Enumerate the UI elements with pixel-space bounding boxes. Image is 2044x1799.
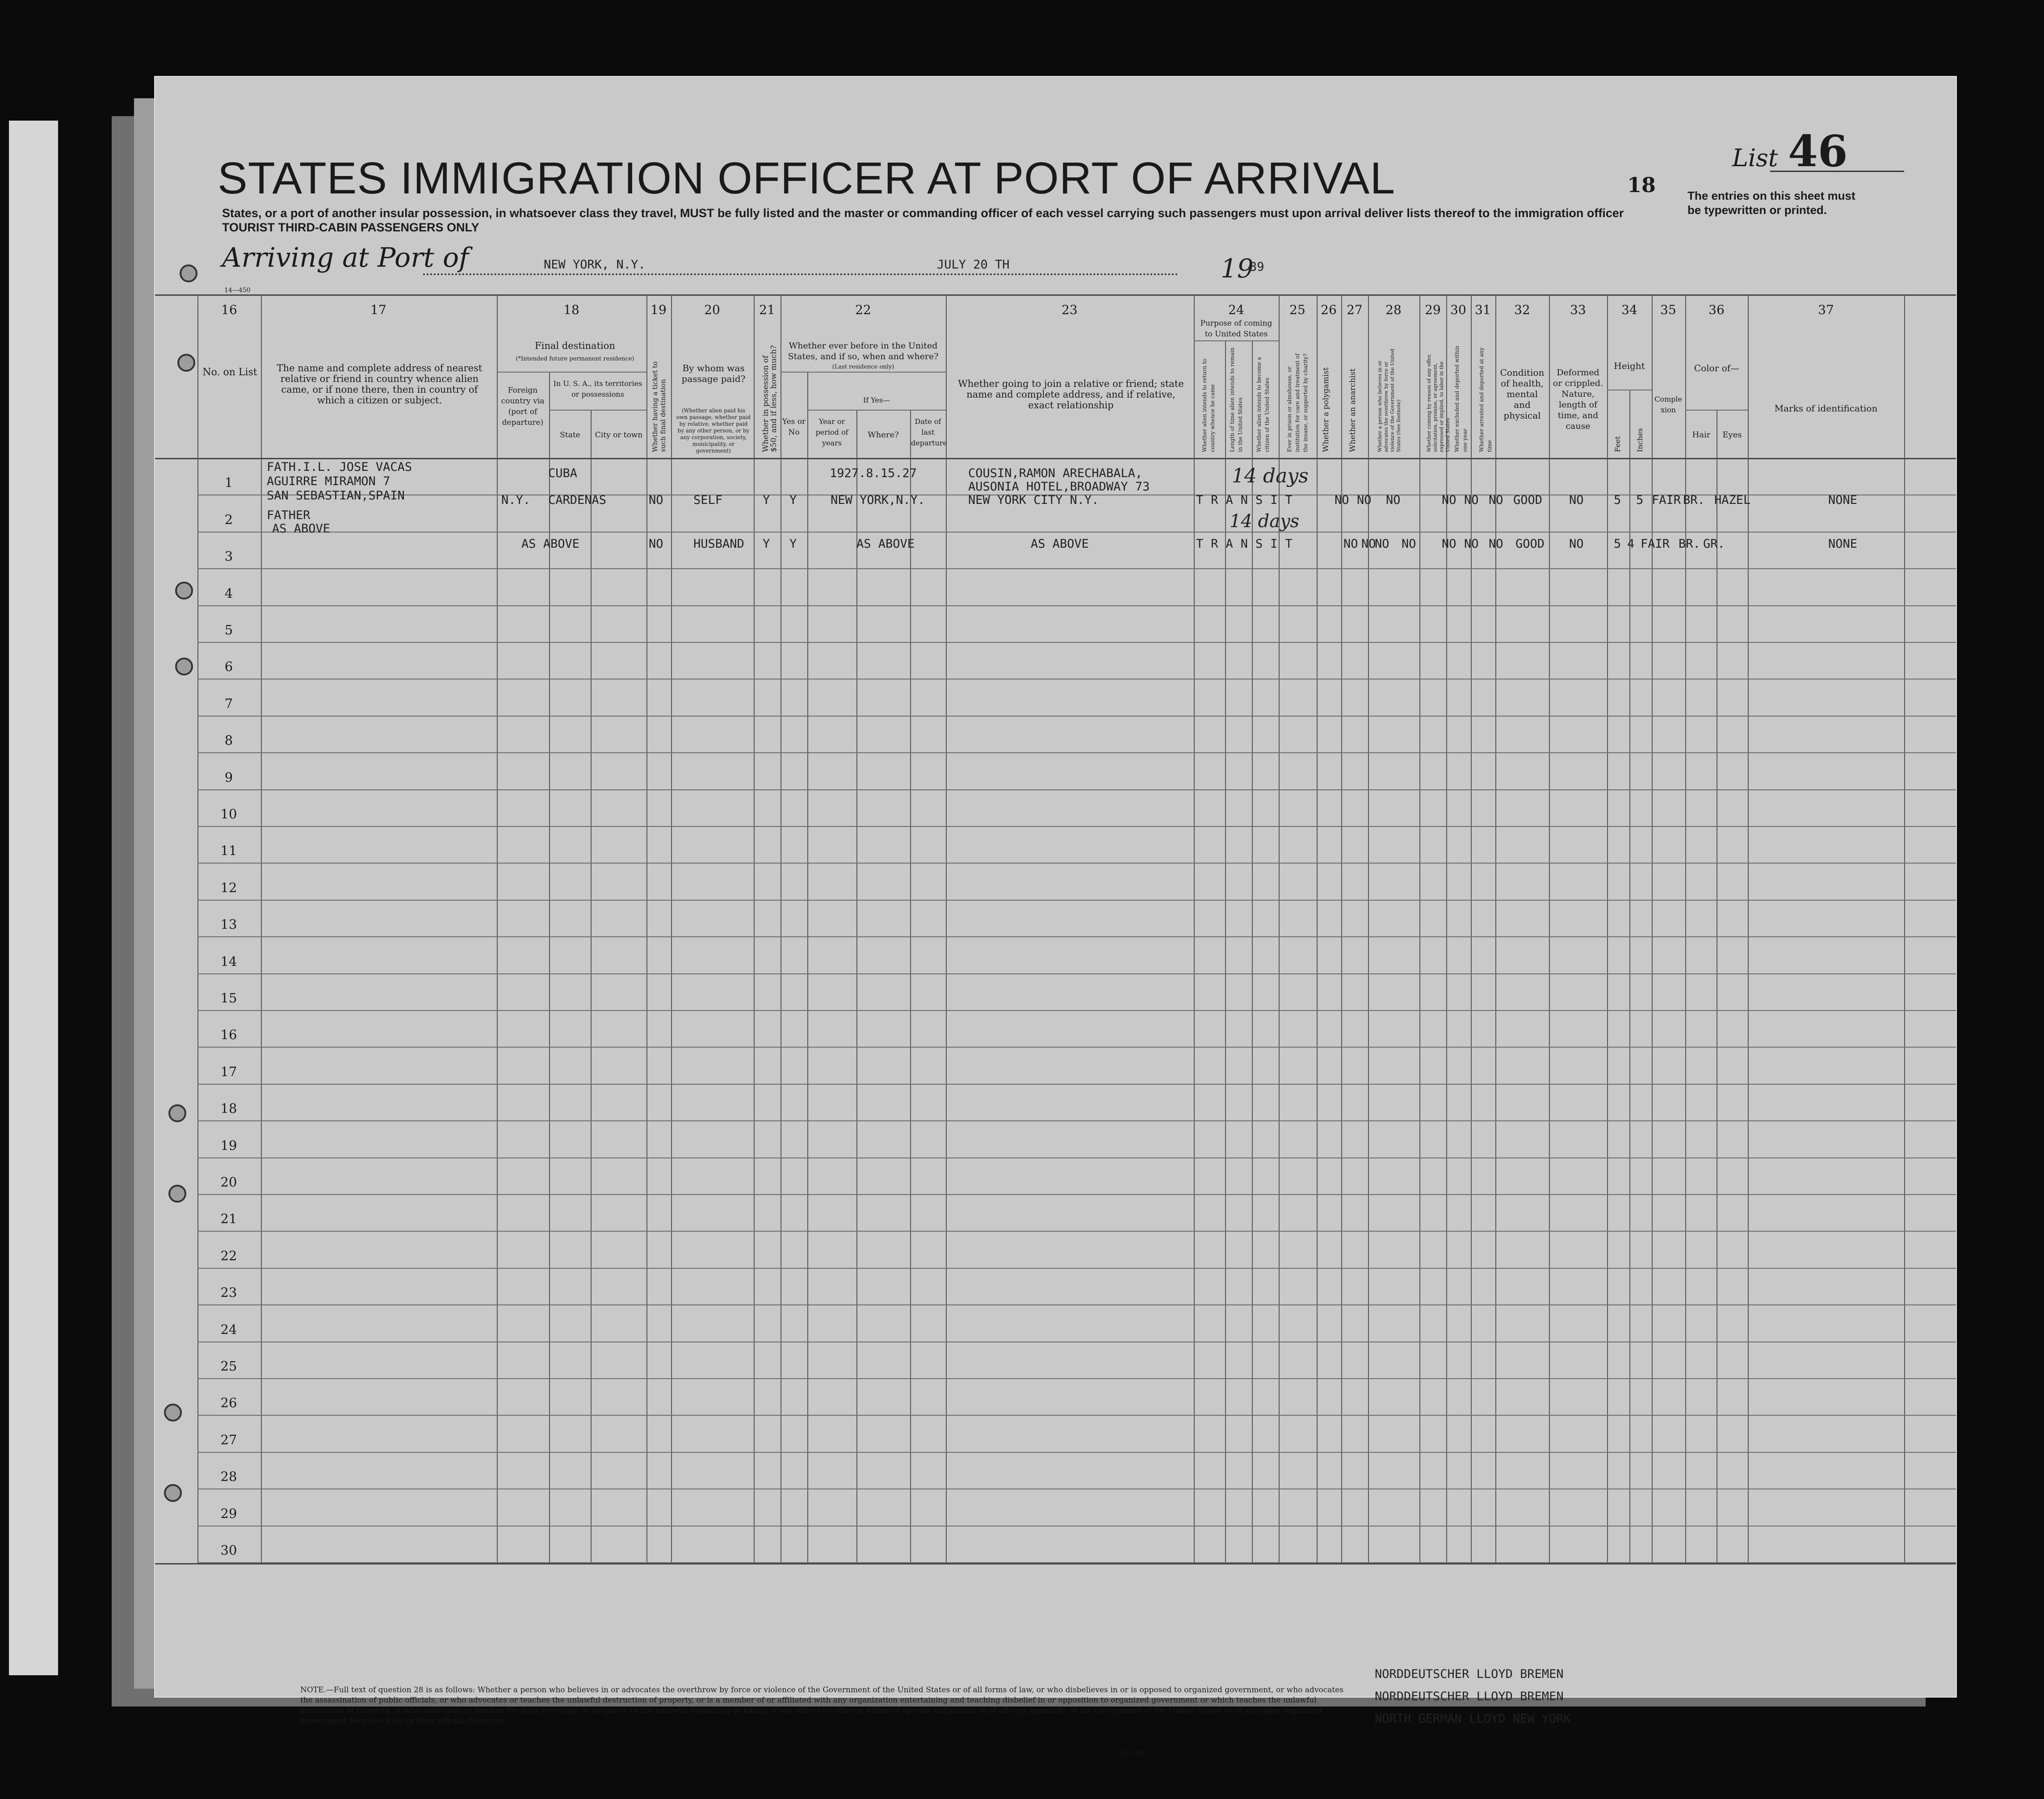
q29: NO <box>1442 493 1456 507</box>
date-value: JULY 20 TH <box>937 258 1010 272</box>
row-number: 28 <box>220 1469 237 1484</box>
header-complexion: Complexion <box>1654 395 1682 414</box>
joining-line: NEW YORK CITY N.Y. <box>968 493 1099 507</box>
row-rule <box>197 789 1956 790</box>
row-rule <box>197 1378 1956 1379</box>
row-rule <box>197 752 1956 753</box>
col-line <box>1194 294 1195 1563</box>
height-inches: 5 <box>1636 493 1644 507</box>
marks: NONE <box>1828 537 1858 551</box>
header-hair: Hair <box>1692 430 1711 440</box>
header-by-whom-note: (Whether alien paid his own passage, whether paid by relative, whether paid by any other person, or by any corporation, society, municipality, or government) <box>676 407 751 454</box>
row-rule <box>197 1415 1956 1416</box>
col-line <box>1652 294 1653 1563</box>
row-number: 15 <box>220 990 237 1006</box>
row-rule <box>197 642 1956 643</box>
where: NEW YORK,N.Y. <box>831 493 925 507</box>
table-bottom-border <box>155 1563 1956 1564</box>
header-joining: Whether going to join a relative or friend; state name and complete address, and if relative, exact relationship <box>958 378 1184 411</box>
ticket: NO <box>649 537 663 551</box>
header-last-residence: (Last residence only) <box>832 364 894 370</box>
header-health: Condition of health, mental and physical <box>1500 367 1545 421</box>
relative-line: FATH.I.L. JOSE VACAS <box>267 460 412 474</box>
purpose: TRANSIT <box>1196 537 1300 551</box>
header-relative: The name and complete address of nearest relative or friend in country whence alien came, or if none there, then in country of which a citizen or subject. <box>277 363 483 406</box>
year-period: 1927.8.15.27 <box>830 466 917 480</box>
header-polygamist: Whether a polygamist <box>1322 367 1330 452</box>
col-line <box>946 294 947 1563</box>
header-foreign-country: Foreign country via (port of departure) <box>501 386 545 427</box>
column-number: 33 <box>1570 302 1586 317</box>
purpose: TRANSIT <box>1196 493 1300 507</box>
row-rule <box>197 1562 1956 1563</box>
q31: NO <box>1489 537 1503 551</box>
col-line <box>261 294 262 1563</box>
joining-line: COUSIN,RAMON ARECHABALA, <box>968 466 1143 480</box>
header-q29: Whether coming by reason of any offer, solicitation, promise, or agreement, expressed or implied, to labor in the United States <box>1426 354 1451 452</box>
row-number: 14 <box>220 953 237 969</box>
row-rule <box>197 1452 1956 1453</box>
ticket: NO <box>649 493 663 507</box>
column-number: 30 <box>1450 302 1466 317</box>
column-number: 27 <box>1347 302 1363 317</box>
row-rule <box>197 1194 1956 1195</box>
adjacent-page-edge <box>9 121 58 1675</box>
col-line <box>754 294 755 1563</box>
entries-note <box>1687 189 1855 217</box>
port-dotted-line <box>423 273 1178 275</box>
header-if-yes: If Yes— <box>863 396 890 404</box>
form-code: 14—450 <box>224 287 251 294</box>
column-number: 19 <box>651 302 667 317</box>
length-of-stay: 14 days <box>1232 465 1309 487</box>
column-number: 25 <box>1289 302 1305 317</box>
header-year-period: Year or period of years <box>815 417 848 447</box>
binder-hole <box>175 658 193 675</box>
row-rule <box>197 1268 1956 1269</box>
q31: NO <box>1489 493 1503 507</box>
row-rule <box>197 973 1956 974</box>
header-yes-no: Yes or No <box>782 417 806 437</box>
row-number: 18 <box>220 1101 237 1116</box>
foreign-country: N.Y. <box>501 493 531 507</box>
col-line <box>807 372 808 1563</box>
row-number: 10 <box>220 806 237 822</box>
row-rule <box>197 1010 1956 1011</box>
header-in-usa: In U. S. A., its territories or possessions <box>553 379 642 398</box>
ever-before: Y <box>789 493 797 507</box>
header-marks: Marks of identification <box>1774 403 1878 414</box>
header-possession: Whether in possession of $50, and if less, how much? <box>761 345 778 452</box>
row-rule <box>197 1047 1956 1048</box>
col-line <box>197 294 198 1563</box>
column-number: 17 <box>370 302 386 317</box>
row-number: 7 <box>224 696 233 711</box>
binder-hole <box>180 264 197 282</box>
header-date-departure: Date of last departure <box>911 417 947 447</box>
paid-by: HUSBAND <box>693 537 744 551</box>
row-number: 9 <box>224 769 233 785</box>
year-suffix: 39 <box>1250 260 1264 274</box>
row-number: 24 <box>220 1321 237 1337</box>
binder-hole <box>168 1104 186 1122</box>
row-number: 20 <box>220 1174 237 1190</box>
complexion: FAIR <box>1641 537 1670 551</box>
row-number: 5 <box>224 622 233 637</box>
header-purpose-citizen: Whether alien intends to become a citizen of the United States <box>1256 357 1270 452</box>
ever-before: Y <box>789 537 797 551</box>
row-number: 2 <box>224 512 233 527</box>
col-line <box>1368 294 1369 1563</box>
col-line <box>1419 294 1420 1563</box>
health: GOOD <box>1513 493 1543 507</box>
row-number: 21 <box>220 1211 237 1227</box>
relative-line: SAN SEBASTIAN,SPAIN <box>267 489 405 503</box>
q29: NO <box>1442 537 1456 551</box>
row-number: 22 <box>220 1248 237 1263</box>
row-number: 4 <box>224 585 233 601</box>
city: CARDENAS <box>548 493 607 507</box>
form-subtitle: States, or a port of another insular possession, in whatsoever class they travel, MUST be fully listed and the master or commanding officer of each vessel carrying such passengers must upon arrival deliver lists thereof to the immigration officer <box>222 206 1624 220</box>
row-number: 26 <box>220 1395 237 1411</box>
header-purpose: Purpose of coming to United States <box>1200 319 1272 339</box>
col-line <box>910 410 911 1563</box>
row-rule <box>197 1304 1956 1305</box>
joining-line: AUSONIA HOTEL,BROADWAY 73 <box>968 480 1150 494</box>
prison: NO <box>1343 537 1358 551</box>
col-line <box>671 294 672 1563</box>
q30: NO <box>1464 537 1479 551</box>
eyes: GR. <box>1703 537 1725 551</box>
column-number: 18 <box>563 302 579 317</box>
polygamist: NO <box>1357 493 1372 507</box>
header-state: State <box>560 431 580 440</box>
column-number: 32 <box>1514 302 1530 317</box>
subheader-rule <box>807 410 946 411</box>
column-number: 34 <box>1621 302 1637 317</box>
shipping-line-stamp: NORTH GERMAN LLOYD NEW YORK <box>1375 1712 1571 1726</box>
header-q28: Whether a person who believes in or advocates the overthrow by force or violence of the Government of the United States (See footnote) <box>1377 348 1402 452</box>
anarchist: NO <box>1375 537 1389 551</box>
header-q31: Whether arrested and deported at any time <box>1478 347 1493 452</box>
binder-hole <box>164 1404 182 1422</box>
subheader-rule <box>497 372 646 373</box>
header-city: City or town <box>595 431 643 440</box>
year-prefix: 19 <box>1221 253 1254 284</box>
col-line <box>1495 294 1496 1563</box>
row-rule <box>197 826 1956 827</box>
col-line <box>1341 294 1342 1563</box>
row-number: 13 <box>220 917 237 932</box>
eyes: HAZEL <box>1714 493 1751 507</box>
row-rule <box>197 863 1956 864</box>
shipping-line-stamp: NORDDEUTSCHER LLOYD BREMEN <box>1375 1667 1564 1681</box>
row-rule <box>197 605 1956 606</box>
q28: NO <box>1402 537 1416 551</box>
column-number: 22 <box>855 302 871 317</box>
prison: NO <box>1335 493 1349 507</box>
complexion: FAIR <box>1652 493 1681 507</box>
col-line <box>1685 294 1686 1563</box>
row-rule <box>197 568 1956 569</box>
header-ticket: Whether having a ticket to such final destination <box>651 361 667 452</box>
joining-line: AS ABOVE <box>1031 537 1089 551</box>
column-number: 35 <box>1660 302 1676 317</box>
header-where: Where? <box>868 430 899 440</box>
health: GOOD <box>1515 537 1545 551</box>
header-color-of: Color of— <box>1694 363 1740 373</box>
header-anarchist: Whether an anarchist <box>1348 368 1357 452</box>
subheader-rule <box>1685 410 1748 411</box>
header-q30: Whether excluded and deported within one year <box>1454 345 1468 452</box>
deformed: NO <box>1569 493 1584 507</box>
row-rule <box>197 1157 1956 1158</box>
col-line <box>1748 294 1749 1563</box>
header-inches: Inches <box>1636 428 1644 452</box>
where: AS ABOVE <box>856 537 915 551</box>
list-label: List <box>1732 144 1778 172</box>
header-purpose-length: Length of time alien intends to remain in the United States <box>1229 347 1243 452</box>
row-rule <box>197 532 1956 533</box>
header-feet: Feet <box>1613 436 1622 452</box>
row-number: 30 <box>220 1543 237 1558</box>
relative-line: AS ABOVE <box>272 522 331 536</box>
column-number: 37 <box>1818 302 1834 317</box>
entries-note-line1: The entries on this sheet must <box>1687 189 1855 202</box>
marks: NONE <box>1828 493 1858 507</box>
polygamist: NO <box>1361 537 1376 551</box>
header-height: Height <box>1614 361 1645 371</box>
col-line <box>1629 390 1630 1563</box>
q28: NO <box>1386 493 1401 507</box>
entries-note-line2: be typewritten or printed. <box>1687 203 1827 217</box>
header-deformed: Deformed or crippled. Nature, length of time, and cause <box>1553 368 1603 431</box>
binder-hole <box>168 1185 186 1203</box>
col-line <box>1317 294 1318 1563</box>
row-number: 12 <box>220 880 237 895</box>
possession: Y <box>763 537 770 551</box>
relative-line: FATHER <box>267 508 311 522</box>
col-line <box>1904 294 1905 1563</box>
row-number: 1 <box>224 475 233 491</box>
binder-hole <box>175 582 193 600</box>
row-rule <box>197 900 1956 901</box>
hair: BR. <box>1683 493 1705 507</box>
col-line <box>1446 294 1447 1563</box>
arriving-label: Arriving at Port of <box>222 242 469 273</box>
col-line <box>1225 340 1226 1563</box>
deformed: NO <box>1569 537 1584 551</box>
column-number: 29 <box>1425 302 1441 317</box>
header-no-on-list: No. on List <box>202 367 257 378</box>
header-ever-before: Whether ever before in the United States, and if so, when and where? <box>788 341 939 361</box>
tourist-class-label: TOURIST THIRD-CABIN PASSENGERS ONLY <box>222 221 479 234</box>
hair: BR. <box>1679 537 1700 551</box>
height-feet: 5 <box>1614 537 1621 551</box>
header-prison: Ever in prison or almshouse, or institution for care and treatment of the insane, or supported by charity? <box>1286 353 1309 452</box>
column-number: 31 <box>1475 302 1491 317</box>
column-number: 20 <box>704 302 720 317</box>
column-number: 23 <box>1062 302 1078 317</box>
state: CUBA <box>548 466 578 480</box>
column-number: 24 <box>1228 302 1244 317</box>
column-number: 16 <box>221 302 237 317</box>
row-rule <box>197 936 1956 937</box>
row-rule <box>197 1120 1956 1121</box>
header-by-whom: By whom was passage paid? <box>681 363 746 384</box>
header-final-destination: Final destination <box>535 340 615 351</box>
col-line <box>1549 294 1550 1563</box>
row-number: 11 <box>220 843 237 859</box>
paid-by: SELF <box>693 493 723 507</box>
manifest-sheet <box>154 76 1957 1757</box>
col-line <box>591 410 592 1563</box>
height-feet: 5 <box>1614 493 1621 507</box>
sheet-number: 18 <box>1627 173 1656 197</box>
row-rule <box>197 1231 1956 1232</box>
subheader-rule <box>549 410 646 411</box>
col-line <box>497 294 498 1563</box>
row-number: 23 <box>220 1285 237 1300</box>
list-number: 46 <box>1788 126 1848 176</box>
row-number: 17 <box>220 1064 237 1079</box>
length-of-stay: 14 days <box>1230 511 1300 532</box>
header-eyes: Eyes <box>1722 430 1742 440</box>
list-number-underline <box>1770 171 1904 172</box>
subheader-rule <box>1194 340 1279 341</box>
relative-line: AGUIRRE MIRAMON 7 <box>267 474 390 488</box>
column-number: 26 <box>1321 302 1337 317</box>
form-title: STATES IMMIGRATION OFFICER AT PORT OF ARRIVAL <box>218 153 1396 203</box>
shipping-line-stamp: NORDDEUTSCHER LLOYD BREMEN <box>1375 1690 1564 1703</box>
col-line <box>856 410 857 1563</box>
binder-hole <box>177 354 195 372</box>
col-line <box>1607 294 1608 1563</box>
possession: Y <box>763 493 770 507</box>
row-number: 8 <box>224 733 233 748</box>
row-number: 19 <box>220 1137 237 1153</box>
column-number: 21 <box>759 302 775 317</box>
row-rule <box>197 716 1956 717</box>
row-number: 25 <box>220 1359 237 1374</box>
row-number: 29 <box>220 1505 237 1521</box>
foreign-country: AS ABOVE <box>521 537 580 551</box>
col-line <box>1471 294 1472 1563</box>
col-line <box>646 294 647 1563</box>
q30: NO <box>1464 493 1479 507</box>
footnote-code: 14—450 <box>1120 1750 1146 1757</box>
row-number: 27 <box>220 1432 237 1447</box>
question-28-footnote: NOTE.—Full text of question 28 is as follows: Whether a person who believes in or advocates the overthrow by force or violence of the Government of the United States or of all forms of law, or who disbelieves in or is opposed to organized government, or who advocates the assassination of public officials, or who advocates or teaches the unlawful destruction of property, or is a member of or affiliated with any organization entertaining and teaching disbelief in or opposition to organized government or which teaches the unlawful destruction of property, or who advocates or teaches the duty, necessity, or propriety of the unlawful assaulting or killing of any officer or officers, either of specific individuals or of officers generally, of the Government of the United States or of any other organized government because of his or their official character. <box>300 1686 1343 1725</box>
header-intended-residence: (*Intended future permanent residence) <box>516 356 634 362</box>
column-number: 28 <box>1385 302 1402 317</box>
height-inches: 4 <box>1627 537 1635 551</box>
row-number: 16 <box>220 1027 237 1043</box>
row-number: 3 <box>224 549 233 564</box>
column-number: 36 <box>1708 302 1725 317</box>
row-number: 6 <box>224 659 233 675</box>
row-rule <box>197 1084 1956 1085</box>
binder-hole <box>164 1484 182 1502</box>
header-purpose-return: Whether alien intends to return to country whence he came <box>1201 358 1216 452</box>
port-value: NEW YORK, N.Y. <box>544 258 646 272</box>
